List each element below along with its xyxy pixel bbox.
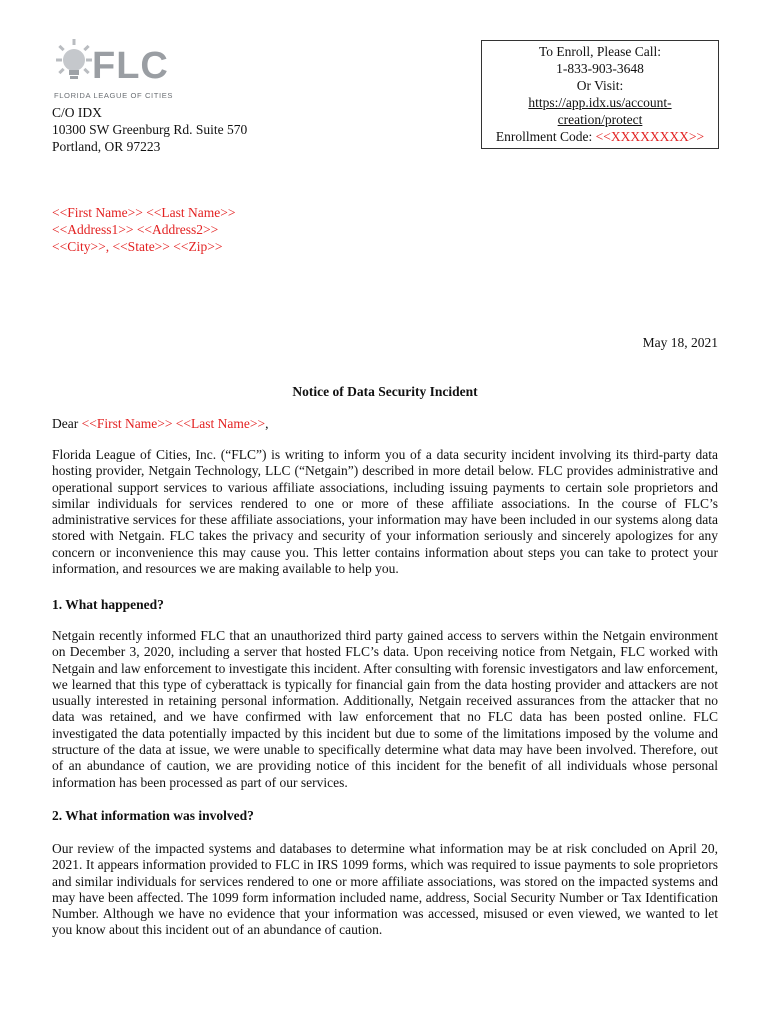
enrollment-code-row xyxy=(482,128,718,145)
return-address-line2: 10300 SW Greenburg Rd. Suite 570 xyxy=(52,122,248,137)
recipient-line3: <<City>>, <<State>> <<Zip>> xyxy=(52,239,223,254)
enrollment-code-label: Enrollment Code: xyxy=(495,129,596,144)
logo-tagline: FLORIDA LEAGUE OF CITIES xyxy=(54,91,174,100)
enrollment-box xyxy=(481,40,719,149)
salutation-prefix: Dear xyxy=(52,416,82,431)
return-address-line1: C/O IDX xyxy=(52,105,102,120)
salutation-suffix: , xyxy=(265,416,269,431)
enroll-visit-label: Or Visit: xyxy=(576,78,624,93)
recipient-line2: <<Address1>> <<Address2>> xyxy=(52,222,219,237)
letter-title: Notice of Data Security Incident xyxy=(292,384,478,399)
recipient-line1: <<First Name>> <<Last Name>> xyxy=(52,205,236,220)
return-address xyxy=(52,104,247,155)
return-address-line3: Portland, OR 97223 xyxy=(52,139,161,154)
section2-heading: 2. What information was involved? xyxy=(52,808,254,823)
recipient-address xyxy=(52,204,236,255)
salutation xyxy=(52,416,269,432)
letter-date: May 18, 2021 xyxy=(642,335,718,350)
enroll-url-line1[interactable]: https://app.idx.us/account- xyxy=(528,95,672,110)
section2-body: Our review of the impacted systems and databases to determine what information may be at risk concluded on April 20, 2021. It appears information provided to FLC in IRS 1099 forms, which was required to issue payments to sole proprietors and similar individuals for services rendered to one or more affiliate associations, was stored on the impacted systems and may have been affected. The 1099 form information included name, address, Social Security Number or Tax Identification Number. Although we have no evidence that your information was accessed, misused or even viewed, we wanted to let you know about this incident out of an abundance of caution. xyxy=(52,841,718,938)
enroll-url-line2[interactable]: creation/protect xyxy=(557,112,643,127)
section1-body: Netgain recently informed FLC that an unauthorized third party gained access to servers within the Netgain environment on December 3, 2020, including a server that hosted FLC’s data. Upon receiving notice from Netgain, FLC worked with Netgain and law enforcement to investigate this incident. After consulting with forensic investigators and law enforcement, we learned that this type of cyberattack is typically for financial gain from the data hosting provider and attackers are not usually interested in retaining personal information. Additionally, Netgain received assurances from the attacker that no data was retained, and we have confirmed with law enforcement that no FLC data has been posted online. FLC investigated the data potentially impacted by this incident but due to some of the limitations imposed by the volume and structure of the data at issue, we were unable to specifically determine what data may have been involved. Therefore, out of an abundance of caution, we are providing notice of this incident for the benefit of all individuals whose personal information has been processed as part of our services. xyxy=(52,628,718,790)
lightbulb-icon xyxy=(56,39,92,79)
logo-wordmark: FLC xyxy=(92,45,169,87)
enroll-call-label: To Enroll, Please Call: xyxy=(538,44,662,59)
section1-heading: 1. What happened? xyxy=(52,597,164,612)
enroll-phone: 1-833-903-3648 xyxy=(556,61,644,76)
enrollment-code-value: <<XXXXXXXX>> xyxy=(595,129,705,144)
intro-paragraph: Florida League of Cities, Inc. (“FLC”) is writing to inform you of a data security incident involving its third-party data hosting provider, Netgain Technology, LLC (“Netgain”) described in more detail below. FLC provides administrative and operational support services to various affiliate associations, including issuing payments to certain sole proprietors and similar individuals for services rendered to one or more of these affiliate associations. In the course of FLC’s administrative services for these affiliate associations, your information may have been included in our systems along data stored with Netgain. FLC takes the privacy and security of your information seriously and sincerely apologizes for any concern or inconvenience this may cause you. This letter contains information about steps you can take to protect your information, and resources we are making available to help you. xyxy=(52,447,718,577)
salutation-name: <<First Name>> <<Last Name>> xyxy=(81,416,266,431)
